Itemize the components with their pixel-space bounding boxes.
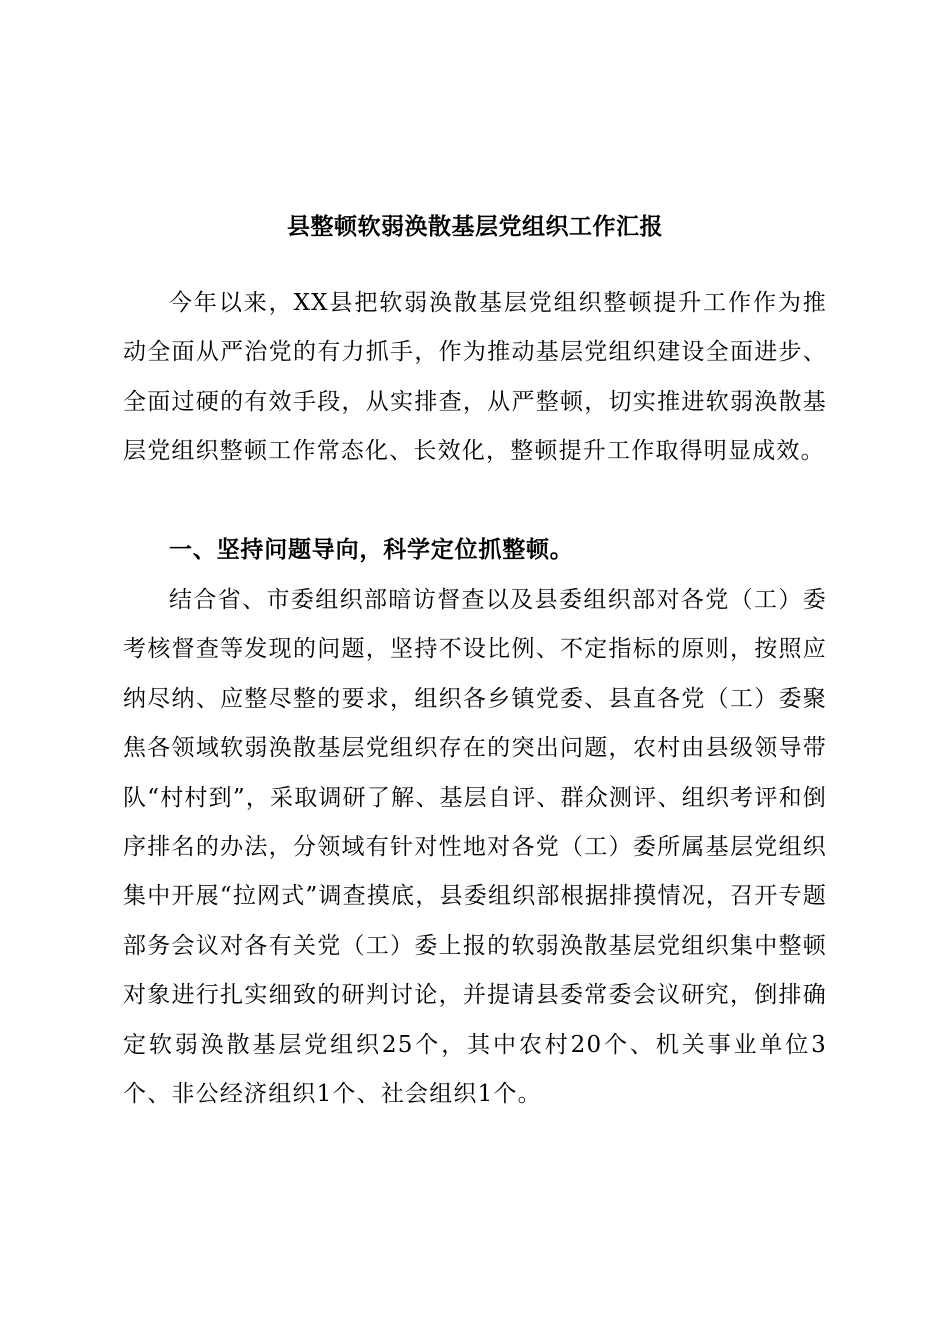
document-title: 县整顿软弱涣散基层党组织工作汇报 — [287, 213, 663, 240]
section-heading-1: 一、坚持问题导向，科学定位抓整顿。 — [169, 537, 574, 563]
intro-paragraph: 今年以来，XX县把软弱涣散基层党组织整顿提升工作作为推动全面从严治党的有力抓手，作为推动基层党组织建设全面进步、全面过硬的有效手段，从实排查，从严整顿，切实推进软弱涣散基层党组织整顿工作常态化、长效化，整顿提升工作取得明显成效。 — [123, 290, 827, 465]
section-1-paragraph: 结合省、市委组织部暗访督查以及县委组织部对各党（工）委考核督查等发现的问题，坚持不设比例、不定指标的原则，按照应纳尽纳、应整尽整的要求，组织各乡镇党委、县直各党（工）委聚焦各领域软弱涣散基层党组织存在的突出问题，农村由县级领导带队“村村到”，采取调研了解、基层自评、群众测评、组织考评和倒序排名的办法，分领域有针对性地对各党（工）委所属基层党组织集中开展“拉网式”调查摸底，县委组织部根据排摸情况，召开专题部务会议对各有关党（工）委上报的软弱涣散基层党组织集中整顿对象进行扎实细致的研判讨论，并提请县委常委会议研究，倒排确定软弱涣散基层党组织25个，其中农村20个、机关事业单位3个、非公经济组织1个、社会组织1个。 — [123, 587, 827, 1108]
